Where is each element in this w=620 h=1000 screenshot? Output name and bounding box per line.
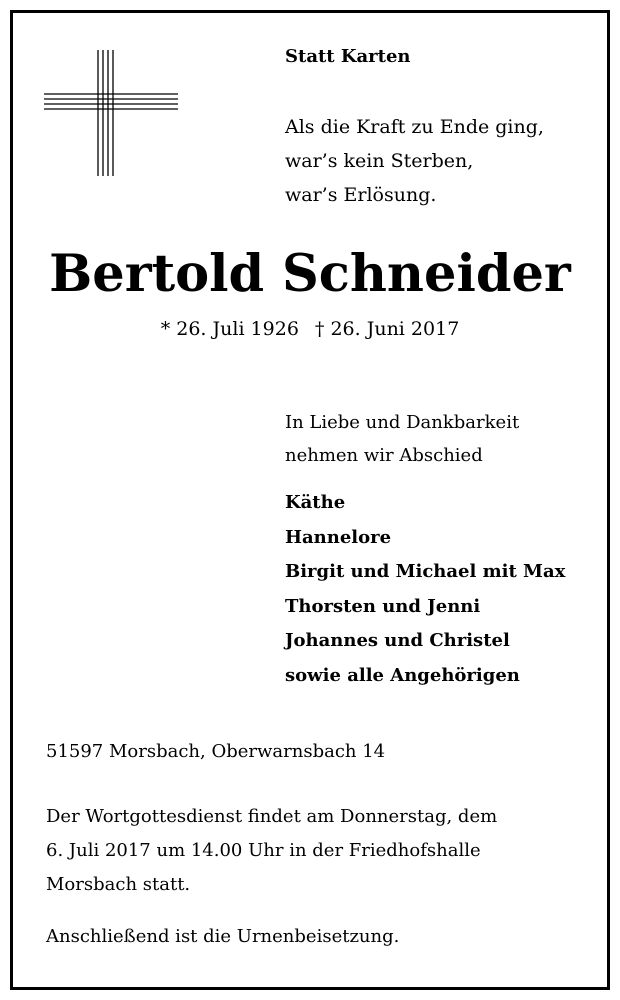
address: 51597 Morsbach, Oberwarnsbach 14: [46, 741, 386, 762]
birth-date: * 26. Juli 1926: [160, 318, 299, 340]
poem-line: war’s kein Sterben,: [285, 150, 474, 172]
service-info: [46, 800, 497, 902]
life-dates: [0, 318, 620, 340]
family-member: sowie alle Angehörigen: [285, 664, 520, 686]
poem-line: Als die Kraft zu Ende ging,: [285, 116, 544, 138]
family-member: Käthe: [285, 492, 346, 513]
poem-line: war’s Erlösung.: [285, 184, 437, 206]
farewell-line: In Liebe und Dankbarkeit: [285, 412, 520, 433]
statt-karten-heading: Statt Karten: [285, 46, 411, 67]
service-line: Morsbach statt.: [46, 874, 191, 895]
family-member: Thorsten und Jenni: [285, 595, 481, 617]
poem: [285, 110, 544, 212]
farewell-line: nehmen wir Abschied: [285, 445, 483, 466]
deceased-name: Bertold Schneider: [49, 244, 571, 304]
christian-cross-icon: [42, 42, 182, 182]
service-line: Der Wortgottesdienst findet am Donnerstag, dem: [46, 806, 498, 827]
service-line: 6. Juli 2017 um 14.00 Uhr in der Friedhofshalle: [46, 840, 481, 861]
family-list: [285, 486, 565, 693]
family-member: Hannelore: [285, 526, 392, 548]
family-member: Johannes und Christel: [285, 630, 510, 651]
farewell-text: [285, 406, 519, 472]
burial-info: Anschließend ist die Urnenbeisetzung.: [46, 926, 400, 947]
family-member: Birgit und Michael mit Max: [285, 561, 566, 582]
death-date: † 26. Juni 2017: [314, 318, 460, 340]
